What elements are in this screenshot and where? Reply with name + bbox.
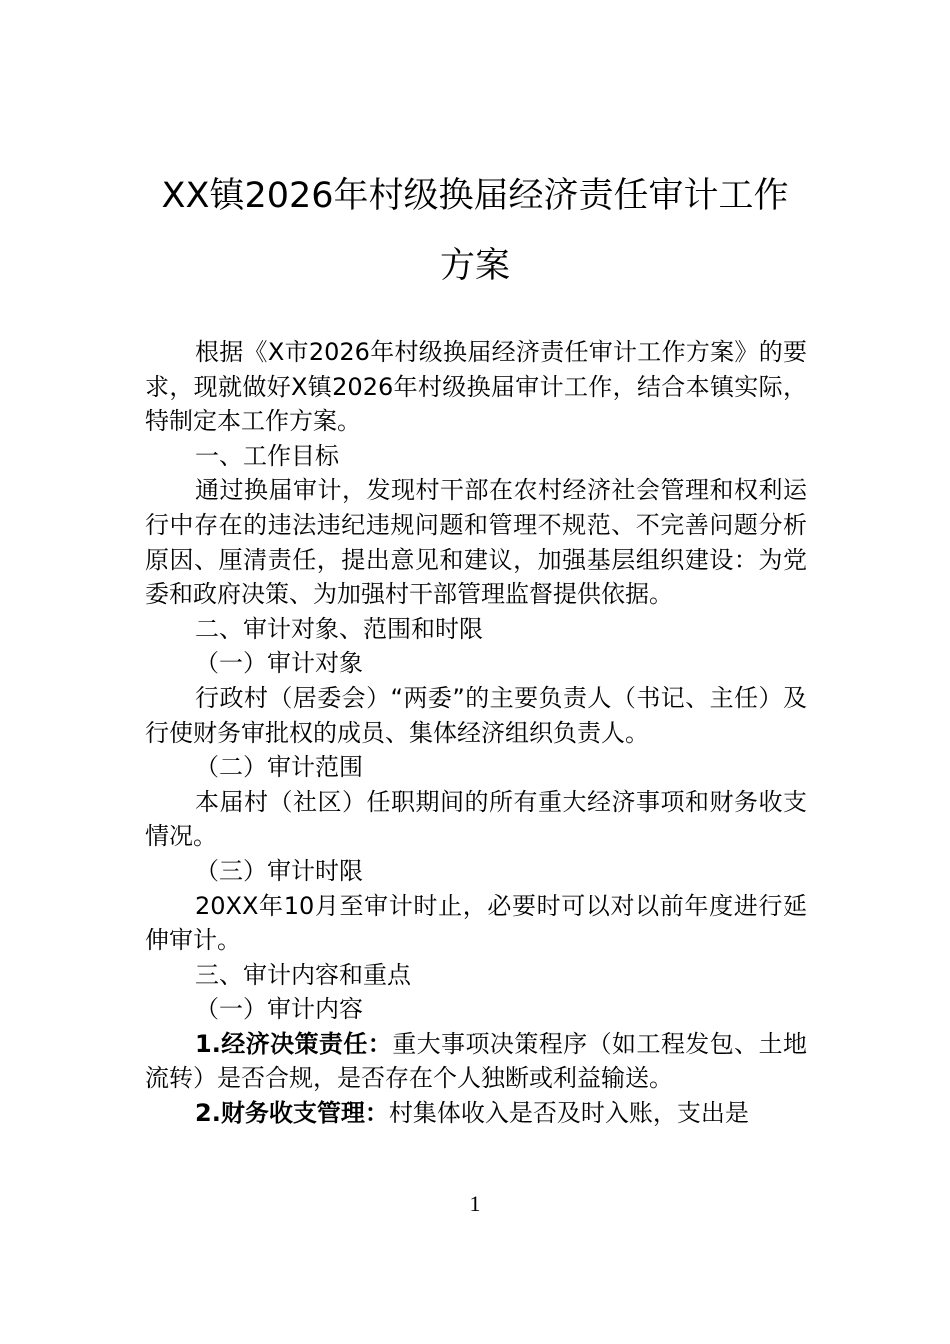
paragraph-work-goal: 通过换届审计，发现村干部在农村经济社会管理和权利运行中存在的违法违纪违规问题和管理不规范、不完善问题分析原因、厘清责任，提出意见和建议，加强基层组织建设：为党委和政府决策、为加强村干部管理监督提供依据。 <box>145 476 807 609</box>
paragraph-audit-object: 行政村（居委会）“两委”的主要负责人（书记、主任）及行使财务审批权的成员、集体经济组织负责人。 <box>145 683 807 747</box>
heading-audit-content: 三、审计内容和重点 <box>195 960 411 989</box>
paragraph-audit-scope: 本届村（社区）任职期间的所有重大经济事项和财务收支情况。 <box>145 787 807 851</box>
paragraph-intro: 根据《X市2026年村级换届经济责任审计工作方案》的要求，现就做好X镇2026年村级换届审计工作，结合本镇实际，特制定本工作方案。 <box>145 338 807 436</box>
document-body <box>145 335 807 1131</box>
text-economic-decision: 重大事项决策程序（如工程发包、土地流转）是否合规，是否存在个人独断或利益输送。 <box>145 1029 807 1093</box>
document-title-line-1: XX镇2026年村级换届经济责任审计工作 <box>161 176 789 216</box>
lead-economic-decision: 1.经济决策责任： <box>195 1029 393 1058</box>
heading-work-goal: 一、工作目标 <box>195 441 339 470</box>
subheading-audit-object: （一）审计对象 <box>195 649 363 678</box>
page-number: 1 <box>469 1191 481 1216</box>
subheading-audit-period: （三）审计时限 <box>195 856 363 885</box>
document-title-line-2: 方案 <box>439 246 510 286</box>
subheading-audit-scope: （二）审计范围 <box>195 753 363 782</box>
subheading-audit-content: （一）审计内容 <box>195 995 363 1024</box>
heading-audit-object-scope-period: 二、审计对象、范围和时限 <box>195 614 483 643</box>
paragraph-economic-decision <box>145 1027 807 1096</box>
lead-financial-management: 2.财务收支管理： <box>195 1099 389 1128</box>
paragraph-audit-period: 20XX年10月至审计时止，必要时可以对以前年度进行延伸审计。 <box>145 891 807 955</box>
text-financial-management: 村集体收入是否及时入账，支出是 <box>388 1099 749 1128</box>
paragraph-financial-management <box>145 1096 807 1131</box>
